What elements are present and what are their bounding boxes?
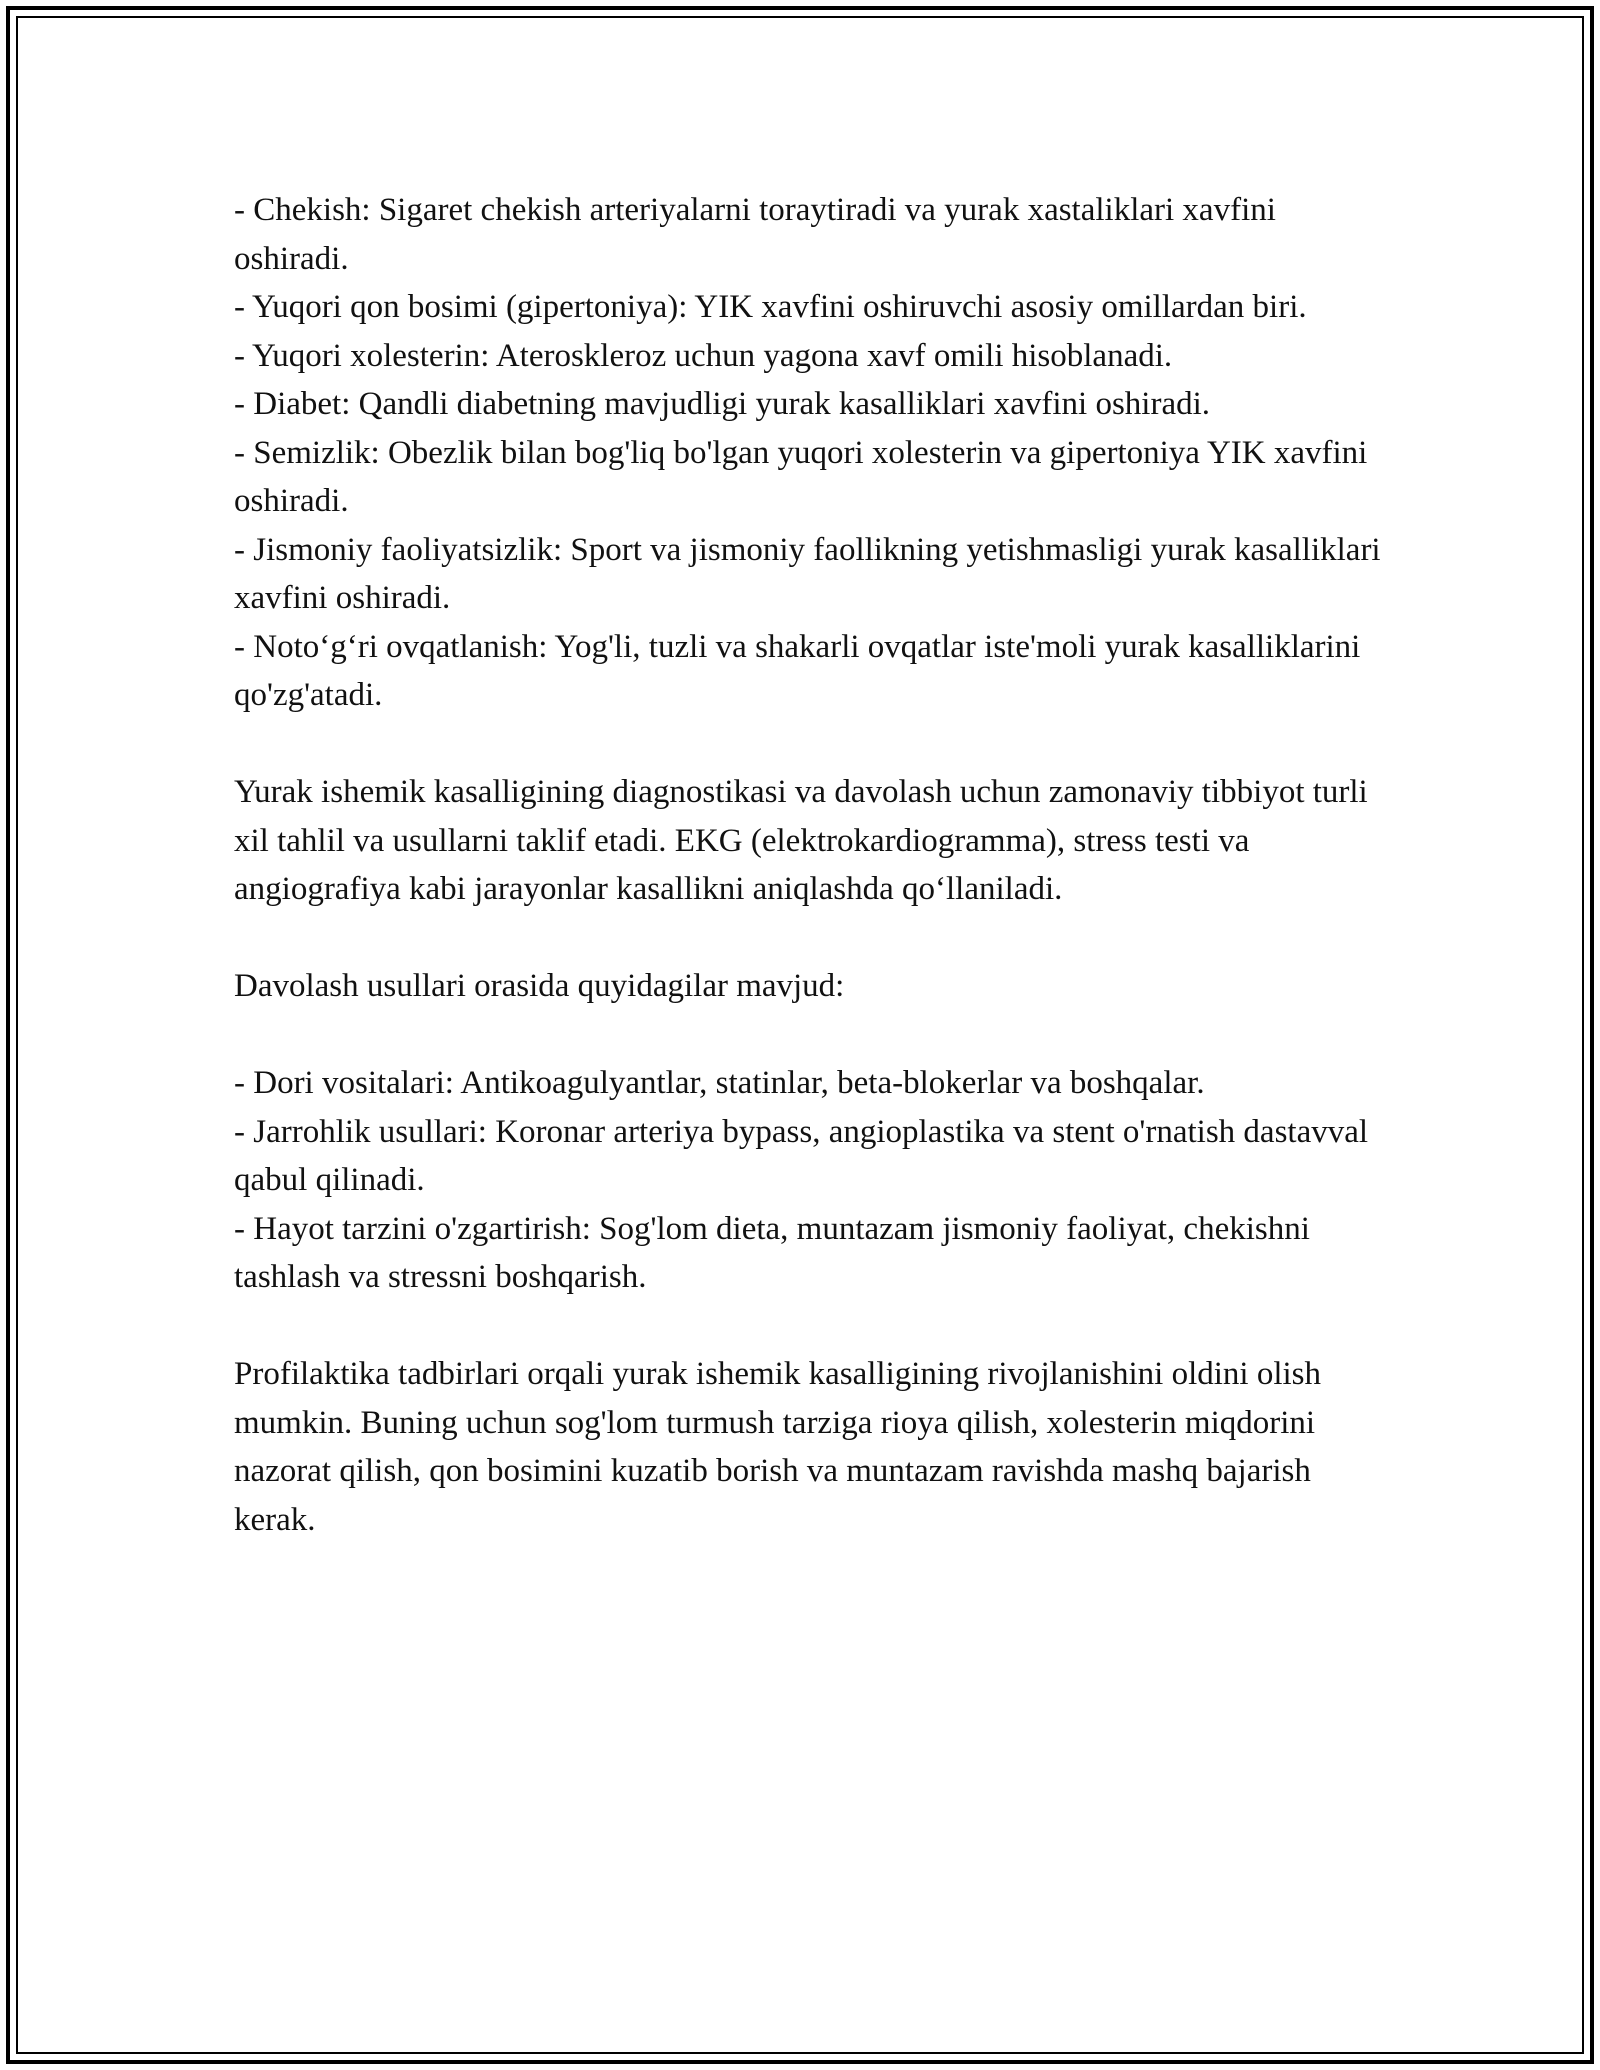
paragraph-spacer <box>234 914 1394 963</box>
prevention-paragraph: Profilaktika tadbirlari orqali yurak ishemik kasalligining rivojlanishini oldini olish mumkin. Buning uchun sog'lom turmush tarziga rioya qilish, xolesterin miqdorini nazorat qilish, qon bosimini kuzatib borish va muntazam ravishda mashq bajarish kerak. <box>234 1356 1322 1538</box>
treatment-intro: Davolash usullari orasida quyidagilar mavjud: <box>234 968 845 1004</box>
risk-factor-diet: - Noto‘g‘ri ovqatlanish: Yog'li, tuzli va shakarli ovqatlar iste'moli yurak kasalliklarini qo'zg'atadi. <box>234 628 1361 713</box>
document-body <box>234 186 1394 1544</box>
risk-factor-cholesterol: - Yuqori xolesterin: Ateroskleroz uchun yagona xavf omili hisoblanadi. <box>234 337 1173 374</box>
risk-factor-diabetes: - Diabet: Qandli diabetning mavjudligi yurak kasalliklari xavfini oshiradi. <box>234 386 1211 422</box>
diagnostics-paragraph: Yurak ishemik kasalligining diagnostikasi va davolash uchun zamonaviy tibbiyot turli xil tahlil va usullarni taklif etadi. EKG (elektrokardiogramma), stress testi va angiografiya kabi jarayonlar kasallikni aniqlashda qo‘llaniladi. <box>234 774 1368 907</box>
treatment-surgery: - Jarrohlik usullari: Koronar arteriya bypass, angioplastika va stent o'rnatish dastavval qabul qilinadi. <box>234 1113 1369 1198</box>
paragraph-spacer <box>234 720 1394 769</box>
risk-factor-smoking: - Chekish: Sigaret chekish arteriyalarni toraytiradi va yurak xastaliklari xavfini oshiradi. <box>234 192 1276 277</box>
paragraph-spacer <box>234 1011 1394 1060</box>
treatment-medication: - Dori vositalari: Antikoagulyantlar, statinlar, beta-blokerlar va boshqalar. <box>234 1065 1205 1101</box>
treatment-lifestyle: - Hayot tarzini o'zgartirish: Sog'lom dieta, muntazam jismoniy faoliyat, chekishni tashlash va stressni boshqarish. <box>234 1210 1310 1295</box>
risk-factor-obesity: - Semizlik: Obezlik bilan bog'liq bo'lgan yuqori xolesterin va gipertoniya YIK xavfini oshiradi. <box>234 434 1368 519</box>
risk-factor-inactivity: - Jismoniy faoliyatsizlik: Sport va jismoniy faollikning yetishmasligi yurak kasalliklari xavfini oshiradi. <box>234 531 1381 616</box>
paragraph-spacer <box>234 1302 1394 1351</box>
risk-factor-hypertension: - Yuqori qon bosimi (gipertoniya): YIK xavfini oshiruvchi asosiy omillardan biri. <box>234 289 1307 325</box>
